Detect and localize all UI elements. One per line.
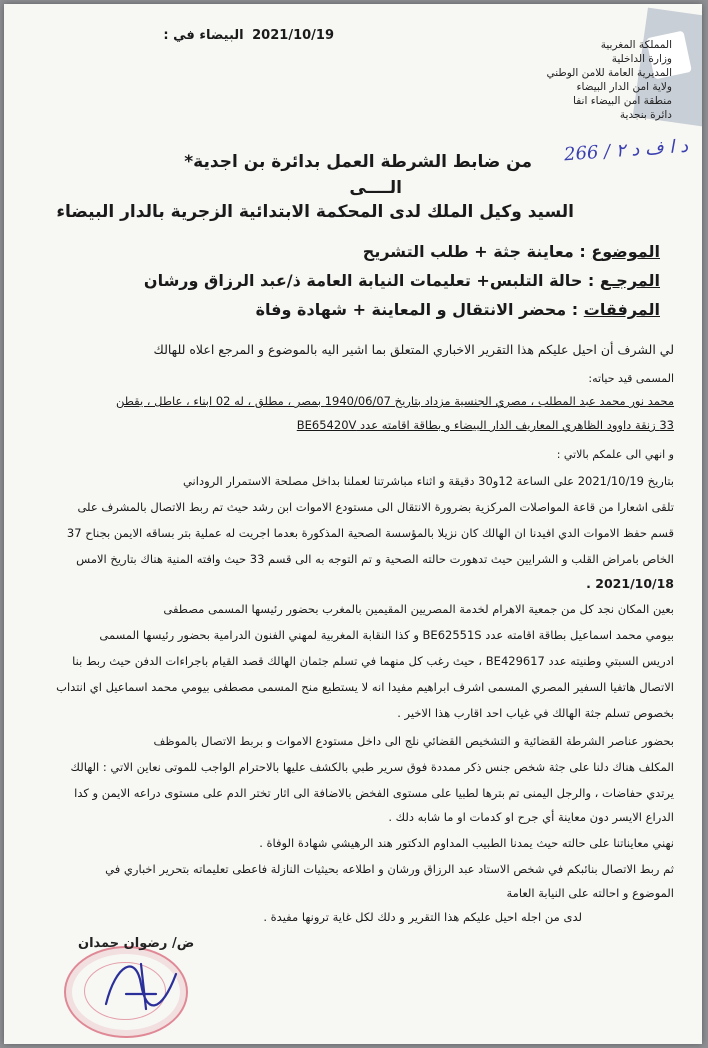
date-value: 2021/10/19: [252, 28, 334, 43]
paragraph-line: يرتدي حفاضات ، والرجل اليمنى تم بترها لطبيا على مستوى الفخض بالاضافة الى اثار تختر الدم على مستوى دراعه الايمن و كدا: [74, 786, 674, 800]
signatory-name: ض/ رضوان حمدان: [78, 936, 195, 951]
intro-line: لي الشرف أن احيل عليكم هذا التقرير الاخباري المتعلق بما اشير اليه بالموضوع و المرجع اعلاه للهالك: [153, 342, 674, 357]
paragraph-line: بيومي محمد اسماعيل بطاقة اقامته عدد BE62551S و كذا النقابة المغربية لمهني الفنون الدرامية بحضور رئيسها المسمى: [99, 628, 674, 642]
header-line: المديرية العامة للامن الوطني: [546, 67, 672, 79]
handwritten-reference: 266 / د ا ف د ٢: [563, 135, 689, 166]
paragraph-line: الموضوع و احالته على النيابة العامة: [506, 886, 674, 900]
paragraph-line: الدراع الايسر دون معاينة أي جرح او كدمات او ما شابه دلك .: [388, 810, 674, 824]
paragraph-line: لدى من اجله احيل عليكم هذا التقرير و دلك لكل غاية ترونها مفيدة .: [263, 910, 582, 924]
recipient-line: السيد وكيل الملك لدى المحكمة الابتدائية الزجرية بالدار البيضاء: [56, 202, 574, 222]
attachments-row: [256, 300, 660, 319]
paragraph-line: ثم ربط الاتصال بنائبكم في شخص الاستاد عبد الرزاق ورشان و اطلاعه بحيثيات النازلة فاعطى تعليماته بتحرير اخباري في: [105, 862, 674, 876]
header-line: دائرة بنجدية: [619, 109, 672, 121]
inform-line: و انهي الى علمكم بالاتي :: [556, 448, 674, 461]
reference-value: : حالة التلبس+ تعليمات النيابة العامة ذ/عبد الرزاق ورشان: [143, 271, 595, 290]
paragraph-line: المكلف هناك دلنا على جثة شخص جنس ذكر ممددة فوق سرير طبي بالكشف عليها بالاحترام الواجب للموتى نعاين الاتي : الهالك: [70, 760, 674, 774]
subject-row: [363, 242, 660, 261]
header-line: المملكة المغربية: [600, 39, 672, 51]
paragraph-line: بتاريخ 2021/10/19 على الساعة 12و30 دقيقة و اثناء مباشرتنا لعملنا بداخل مصلحة الاستمرار الروداني: [182, 474, 674, 488]
paragraph-line: بعين المكان نجد كل من جمعية الاهرام لخدمة المصريين المقيمين بالمغرب بحضور رئيسها المسمى مصطفى: [163, 602, 674, 616]
deceased-details-2: 33 زنقة داوود الظاهري المعاريف الدار البيضاء و بطاقة اقامته عدد BE65420V: [296, 418, 674, 432]
paragraph-line: ادريس السبتي وطنيته عدد BE429617 ، حيث رغب كل منهما في تسلم جثمان الهالك قصد القيام باجراءات الدفن حيث ربط بنا: [72, 654, 674, 668]
paragraph-line: بحضور عناصر الشرطة القضائية و التشخيص القضائي نلج الى داخل مستودع الاموات و بربط الاتصال بالموظف: [153, 734, 674, 748]
paragraph-line: نهني معايناتنا على حالته حيث يمدنا الطبيب المداوم الدكتور هند الرهيشي شهادة الوفاة .: [259, 836, 674, 850]
document-date: [163, 28, 334, 43]
subject-key: الموضوع: [591, 242, 660, 261]
reference-row: [144, 271, 660, 290]
sender-line: من ضابط الشرطة العمل بدائرة بن اجدية*: [184, 152, 532, 172]
institution-header: [546, 38, 672, 122]
attachments-value: : محضر الانتقال و المعاينة + شهادة وفاة: [255, 300, 579, 319]
header-line: ولاية امن الدار البيضاء: [576, 81, 672, 93]
document-page: [4, 4, 702, 1044]
paragraph-line: 2021/10/18 .: [586, 576, 674, 591]
paragraph-line: الاتصال هاتفيا السفير المصري المسمى اشرف ابراهيم مفيدا انه لا يستطيع منح المسمى مصطفى بيومي محمد اسماعيل اي انتداب: [56, 680, 674, 694]
paragraph-line: الخاص بامراض القلب و الشرايين حيث تدهورت حالته الصحية و تم التوجه به الى قسم 33 حيث وافته المنية هناك بتاريخ الامس: [76, 552, 674, 566]
paragraph-line: قسم حفظ الاموات الدي افيدنا ان الهالك كان نزيلا بالمؤسسة الصحية المذكورة بعدما اجريت له عملية بتر بساقه الايمن بجناح 37: [66, 526, 674, 540]
header-line: وزارة الداخلية: [611, 53, 672, 65]
to-line: الــــى: [349, 178, 402, 198]
subject-value: : معاينة جثة + طلب التشريح: [362, 242, 586, 261]
deceased-details-1: محمد نور محمد عبد المطلب ، مصري الجنسية مزداد بتاريخ 1940/06/07 بمصر ، مطلق ، له 02 ابناء ، عاطل ، يقطن: [115, 394, 674, 408]
attachments-key: المرفقات: [583, 300, 660, 319]
deceased-label: المسمى قيد حياته:: [588, 372, 674, 385]
handwritten-signature: [86, 944, 196, 1024]
paragraph-line: تلقى اشعارا من قاعة المواصلات المركزية بضرورة الانتقال الى مستودع الاموات ابن رشد حيث تم ربط الاتصال بالمشرف على: [77, 500, 674, 514]
header-line: منطقة امن البيضاء انفا: [573, 95, 672, 107]
paragraph-line: بخصوص تسلم جثة الهالك في غياب احد اقارب هذا الاخير .: [397, 706, 674, 720]
date-label: البيضاء في :: [163, 28, 244, 43]
reference-key: المرجـع: [599, 271, 660, 290]
